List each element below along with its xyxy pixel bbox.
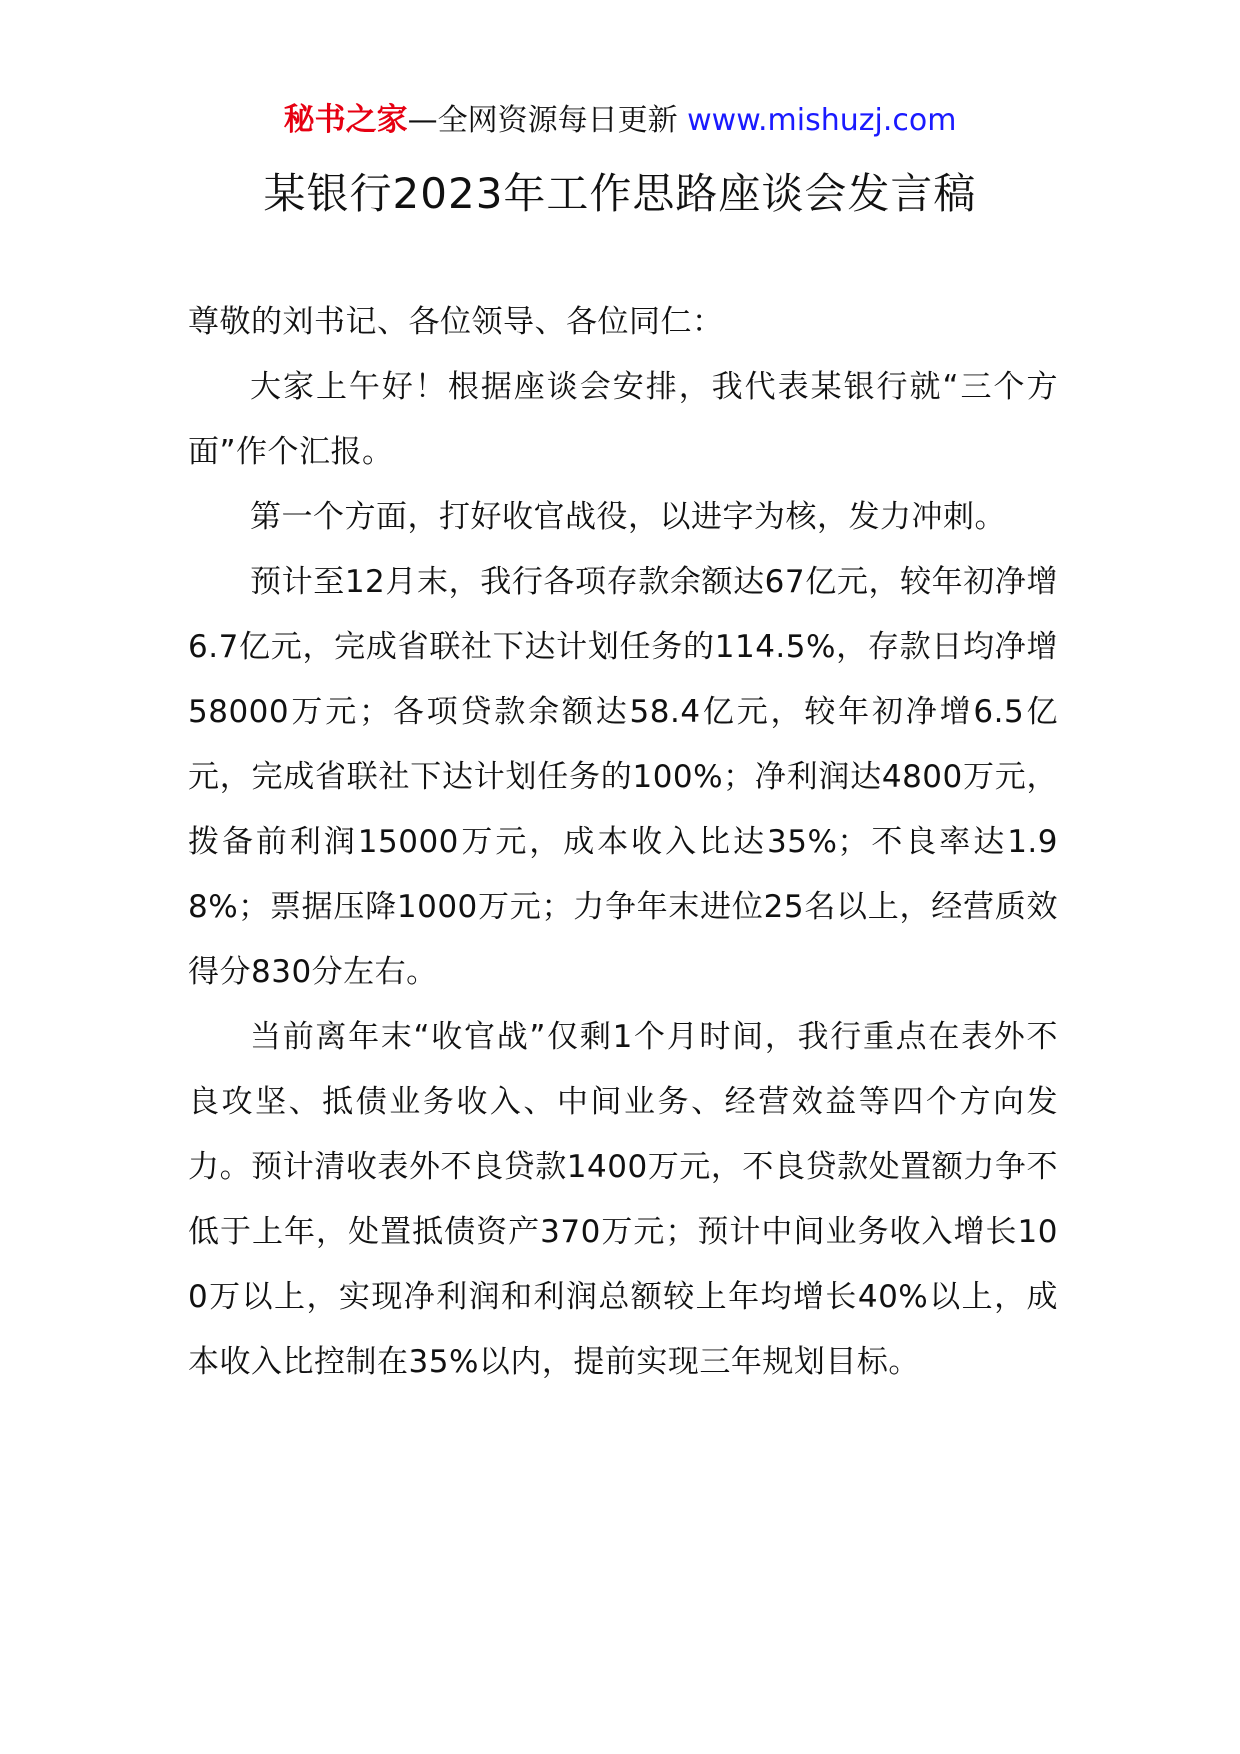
header-tagline: —全网资源每日更新	[407, 103, 688, 138]
site-header	[0, 100, 1240, 141]
paragraph-section-heading: 第一个方面，打好收官战役，以进字为核，发力冲刺。	[250, 499, 1006, 535]
document-body	[188, 290, 1058, 1395]
website-link[interactable]: www.mishuzj.com	[687, 103, 957, 138]
document-title: 某银行2023年工作思路座谈会发言稿	[263, 169, 977, 218]
paragraph-focus: 当前离年末“收官战”仅剩1个月时间，我行重点在表外不良攻坚、抵债业务收入、中间业务、经营效益等四个方向发力。预计清收表外不良贷款1400万元，不良贷款处置额力争不低于上年，处置抵债资产370万元；预计中间业务收入增长100万以上，实现净利润和利润总额较上年均增长40%以上，成本收入比控制在35%以内，提前实现三年规划目标。	[188, 1019, 1058, 1380]
brand-name: 秘书之家	[283, 102, 408, 138]
salutation: 尊敬的刘书记、各位领导、各位同仁：	[188, 304, 724, 340]
paragraph-forecast: 预计至12月末，我行各项存款余额达67亿元，较年初净增6.7亿元，完成省联社下达计划任务的114.5%，存款日均净增58000万元；各项贷款余额达58.4亿元，较年初净增6.5亿元，完成省联社下达计划任务的100%；净利润达4800万元，拨备前利润15000万元，成本收入比达35%；不良率达1.98%；票据压降1000万元；力争年末进位25名以上，经营质效得分830分左右。	[188, 564, 1058, 990]
paragraph-greeting: 大家上午好！根据座谈会安排，我代表某银行就“三个方面”作个汇报。	[188, 369, 1058, 470]
